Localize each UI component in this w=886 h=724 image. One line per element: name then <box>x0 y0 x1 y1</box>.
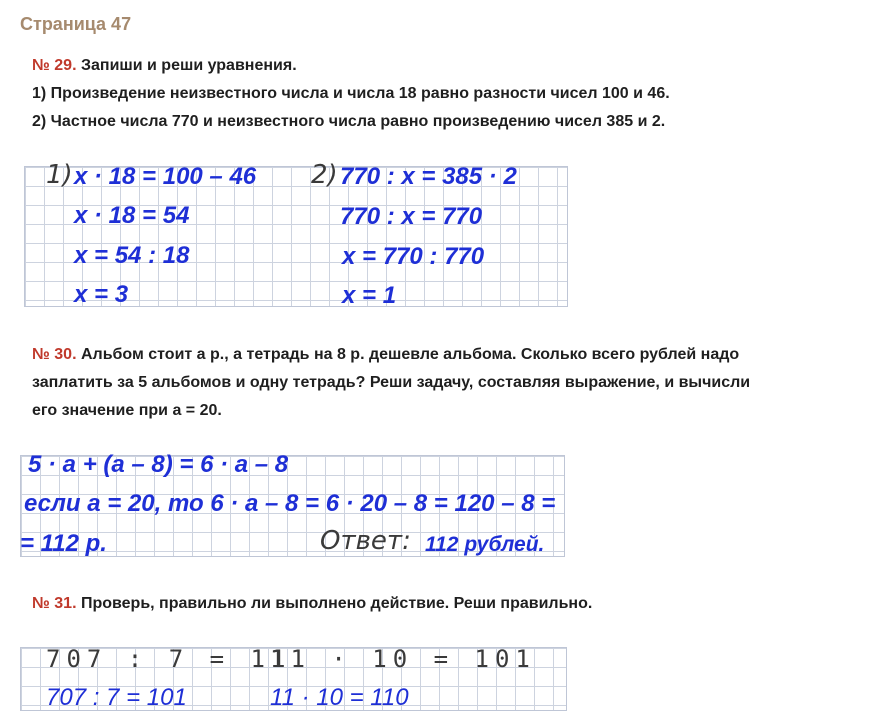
task-29-left-label: 1) <box>46 160 73 190</box>
task-30-solution-line-2: если a = 20, то 6 · a – 8 = 6 · 20 – 8 = 120 – 8 = <box>24 490 556 517</box>
task-29-left-line-1: x · 18 = 100 – 46 <box>74 163 257 190</box>
task-29-right-line-1: 770 : x = 385 · 2 <box>340 163 517 190</box>
task-31-fix-right: 11 · 10 = 110 <box>270 684 409 711</box>
task-29-left-line-3: x = 54 : 18 <box>74 242 190 269</box>
task-31-title: Проверь, правильно ли выполнено действие. Реши правильно. <box>80 595 593 612</box>
task-30-text <box>32 341 750 425</box>
task-29-title: Запиши и реши уравнения. <box>80 57 297 74</box>
task-30-answer-label: Ответ: <box>320 526 411 556</box>
task-31-text <box>32 590 592 618</box>
page-title: Страница 47 <box>20 14 132 34</box>
task-29-number: № 29. <box>32 57 77 74</box>
task-30-solution-line-1: 5 · a + (a – 8) = 6 · a – 8 <box>28 451 289 478</box>
task-29-left-line-2: x · 18 = 54 <box>74 202 190 229</box>
task-31-given-left: 707 : 7 = 11 <box>46 645 292 673</box>
task-29-text <box>32 52 670 136</box>
task-30-line-1: Альбом стоит a р., а тетрадь на 8 р. дешевле альбома. Сколько всего рублей надо <box>80 346 740 363</box>
task-29-line-2: 2) Частное числа 770 и неизвестного числа равно произведению чисел 385 и 2. <box>32 113 666 130</box>
task-31-number: № 31. <box>32 595 77 612</box>
task-31-fix-left: 707 : 7 = 101 <box>46 684 187 711</box>
task-29-right-label: 2) <box>311 160 338 190</box>
task-29-right-line-2: 770 : x = 770 <box>340 203 483 230</box>
task-30-number: № 30. <box>32 346 77 363</box>
task-29-left-line-4: x = 3 <box>74 281 129 308</box>
task-30-answer: 112 рублей. <box>425 533 545 556</box>
task-30-line-2: заплатить за 5 альбомов и одну тетрадь? Реши задачу, составляя выражение, и вычисли <box>32 374 751 391</box>
task-29-line-1: 1) Произведение неизвестного числа и числа 18 равно разности чисел 100 и 46. <box>32 85 670 102</box>
task-30-line-3: его значение при a = 20. <box>32 402 222 419</box>
task-29-right-line-4: x = 1 <box>342 282 397 309</box>
task-29-right-line-3: x = 770 : 770 <box>342 243 485 270</box>
task-30-solution-line-3: = 112 р. <box>20 530 107 557</box>
task-31-given-right: 11 · 10 = 101 <box>270 645 536 673</box>
